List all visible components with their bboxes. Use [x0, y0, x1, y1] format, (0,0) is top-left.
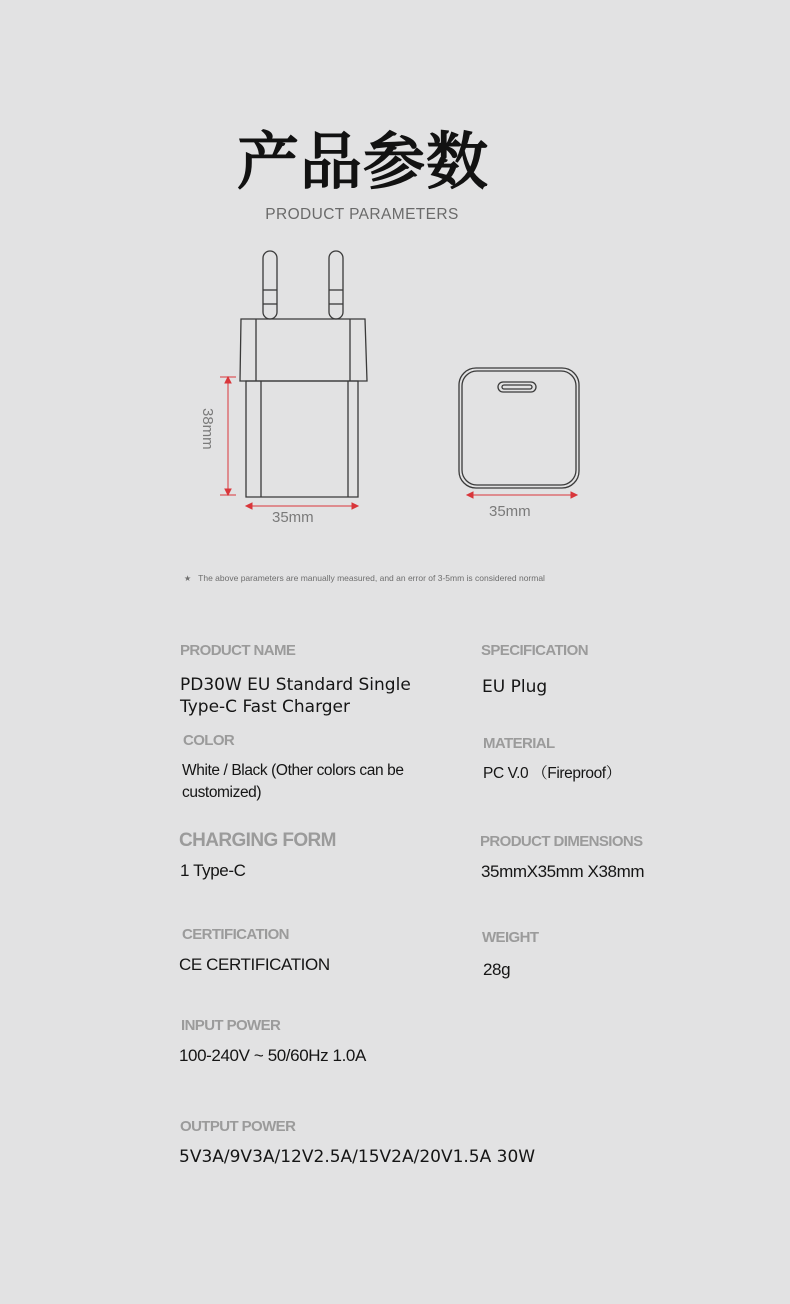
note-text: The above parameters are manually measured, and an error of 3-5mm is considered normal: [198, 573, 545, 583]
product-dimensions-label: PRODUCT DIMENSIONS: [480, 833, 643, 850]
specification-value: EU Plug: [482, 677, 548, 697]
certification-label: CERTIFICATION: [182, 926, 289, 943]
page-title-chinese: 产品参数: [236, 125, 489, 198]
input-power-label: INPUT POWER: [181, 1017, 281, 1034]
product-dimensions-value: 35mmX35mm X38mm: [481, 862, 645, 881]
output-power-value: 5V3A/9V3A/12V2.5A/15V2A/20V1.5A 30W: [179, 1147, 536, 1167]
plug-pins: [263, 251, 343, 319]
charging-form-label: CHARGING FORM: [179, 830, 336, 851]
charger-front-view: [459, 368, 579, 488]
side-height-dimension: [220, 377, 236, 495]
product-name-value-line2: Type-C Fast Charger: [180, 697, 351, 717]
charger-diagram: [0, 0, 790, 560]
input-power-value: 100-240V ~ 50/60Hz 1.0A: [179, 1046, 366, 1065]
product-name-value-line1: PD30W EU Standard Single: [180, 675, 411, 695]
charger-side-view: [240, 319, 367, 497]
side-width-label: 35mm: [272, 509, 314, 526]
output-power-label: OUTPUT POWER: [180, 1118, 296, 1135]
page-subtitle: PRODUCT PARAMETERS: [265, 206, 459, 223]
color-value-line1: White / Black (Other colors can be: [182, 762, 404, 779]
color-label: COLOR: [183, 732, 235, 749]
color-value-line2: customized): [182, 784, 262, 801]
front-width-dimension: [467, 492, 577, 498]
side-height-label: 38mm: [199, 408, 216, 450]
front-width-label: 35mm: [489, 503, 531, 520]
measurement-note: [184, 573, 545, 583]
material-label: MATERIAL: [483, 735, 555, 752]
product-name-label: PRODUCT NAME: [180, 642, 296, 659]
weight-label: WEIGHT: [482, 929, 539, 946]
weight-value: 28g: [483, 960, 511, 979]
star-icon: ★: [184, 574, 192, 583]
certification-value: CE CERTIFICATION: [179, 955, 330, 974]
charging-form-value: 1 Type-C: [180, 861, 246, 880]
specification-label: SPECIFICATION: [481, 642, 588, 659]
material-value: PC V.0 （Fireproof）: [483, 765, 621, 782]
